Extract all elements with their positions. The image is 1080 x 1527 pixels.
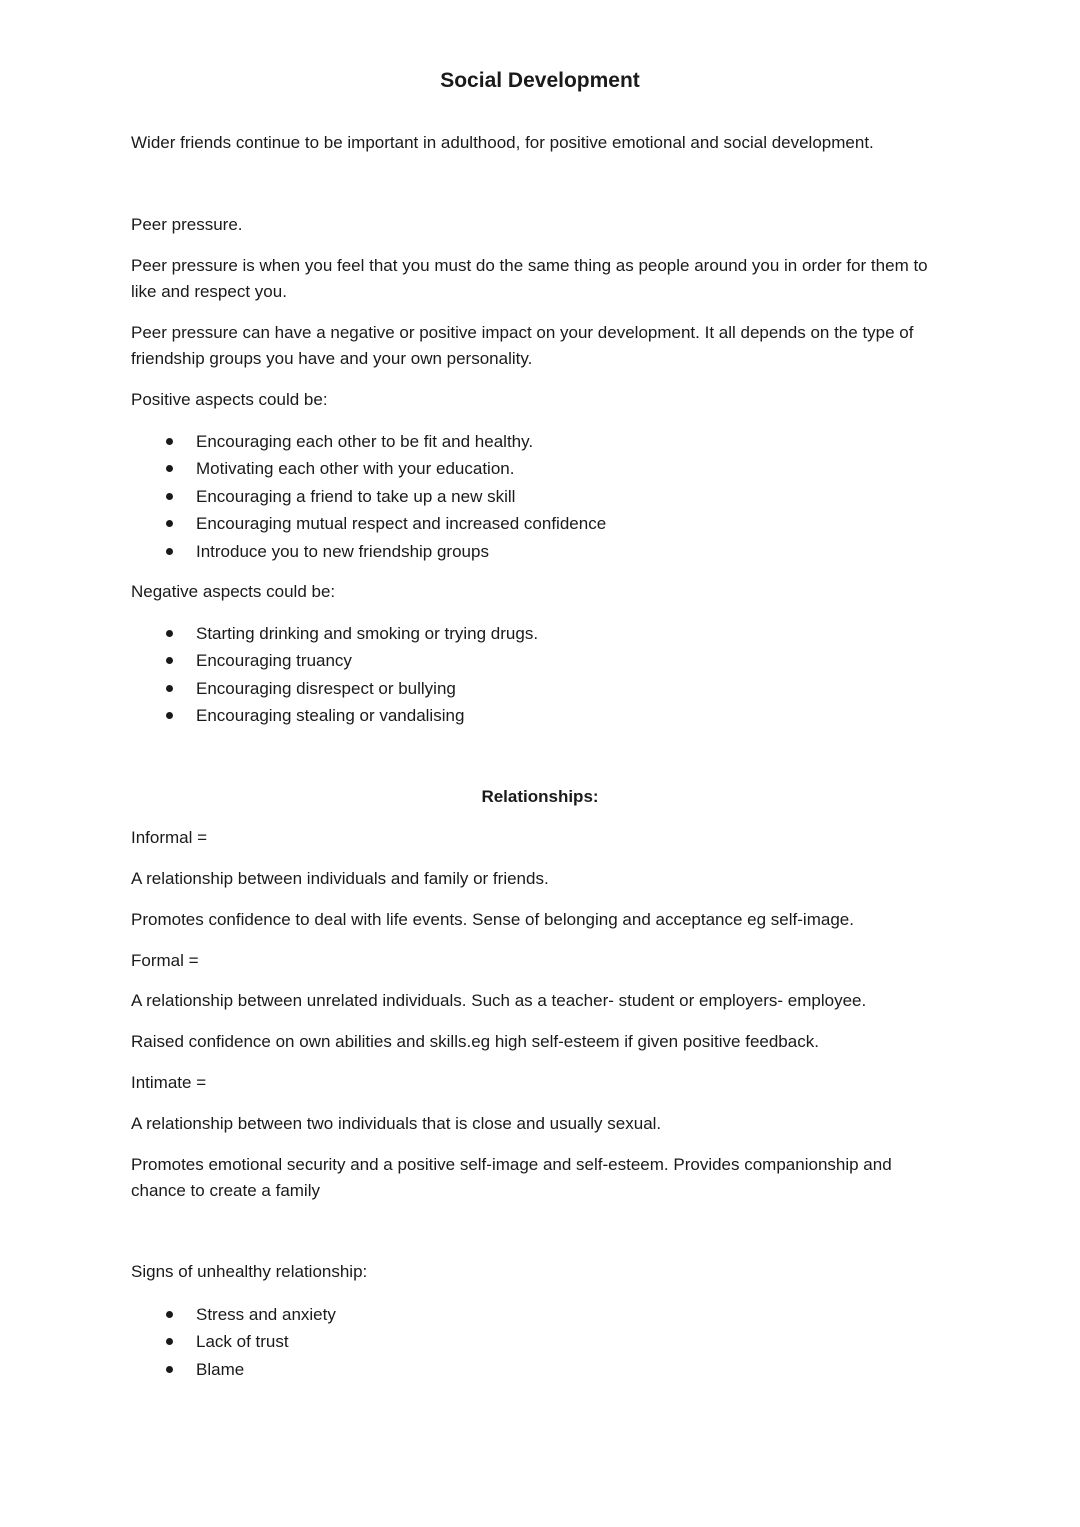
peer-pressure-impact: Peer pressure can have a negative or positive impact on your development. It all depends on the type of friendship groups you have and your own personality. [131,323,914,368]
list-item [160,538,606,565]
formal-definition: A relationship between unrelated individuals. Such as a teacher- student or employers- employee. [131,991,867,1010]
list-item-text: Starting drinking and smoking or trying drugs. [196,624,539,643]
list-item [160,1328,336,1355]
list-item-text: Encouraging disrespect or bullying [196,678,456,698]
bullet-icon [166,1338,173,1345]
bullet-icon [166,465,173,472]
list-item [160,510,606,537]
list-item-text: Lack of trust [196,1332,289,1352]
unhealthy-heading: Signs of unhealthy relationship: [131,1262,368,1281]
bullet-icon [166,493,173,500]
intimate-label: Intimate = [131,1073,207,1092]
peer-pressure-heading: Peer pressure. [131,215,243,234]
list-item-text: Introduce you to new friendship groups [196,541,489,561]
bullet-icon [166,438,173,445]
list-item [160,702,538,729]
list-item-text: Encouraging a friend to take up a new skill [196,486,516,506]
unhealthy-signs-list [160,1301,336,1383]
list-item-text: Encouraging each other to be fit and healthy. [196,432,534,451]
bullet-icon [166,685,173,692]
bullet-icon [166,712,173,719]
bullet-icon [166,1366,173,1373]
bullet-icon [166,520,173,527]
informal-benefit: Promotes confidence to deal with life events. Sense of belonging and acceptance eg self-image. [131,910,854,929]
list-item [160,675,538,702]
formal-benefit: Raised confidence on own abilities and skills.eg high self-esteem if given positive feedback. [131,1032,819,1051]
list-item [160,620,538,647]
list-item [160,455,606,482]
list-item-text: Encouraging stealing or vandalising [196,706,465,726]
bullet-icon [166,1311,173,1318]
bullet-icon [166,657,173,664]
list-item [160,1356,336,1383]
intro-paragraph: Wider friends continue to be important in adulthood, for positive emotional and social development. [131,133,874,152]
page-title: Social Development [440,69,640,92]
bullet-icon [166,630,173,637]
list-item-text: Encouraging mutual respect and increased confidence [196,514,607,534]
informal-label: Informal = [131,828,208,847]
list-item [160,647,538,674]
list-item [160,428,606,455]
formal-label: Formal = [131,951,199,970]
list-item [160,483,606,510]
informal-definition: A relationship between individuals and family or friends. [131,869,549,888]
peer-pressure-definition: Peer pressure is when you feel that you must do the same thing as people around you in order for them to like and respect you. [131,256,928,301]
list-item [160,1301,336,1328]
list-item-text: Stress and anxiety [196,1305,336,1324]
list-item-text: Motivating each other with your education. [196,459,515,479]
list-item-text: Encouraging truancy [196,651,352,671]
negative-aspects-list [160,620,538,730]
negative-aspects-heading: Negative aspects could be: [131,582,336,601]
positive-aspects-heading: Positive aspects could be: [131,390,328,409]
bullet-icon [166,548,173,555]
intimate-definition: A relationship between two individuals that is close and usually sexual. [131,1114,662,1133]
positive-aspects-list [160,428,606,565]
list-item-text: Blame [196,1359,245,1379]
intimate-benefit: Promotes emotional security and a positive self-image and self-esteem. Provides companionship and chance to create a family [131,1155,892,1200]
relationships-heading: Relationships: [481,787,599,806]
